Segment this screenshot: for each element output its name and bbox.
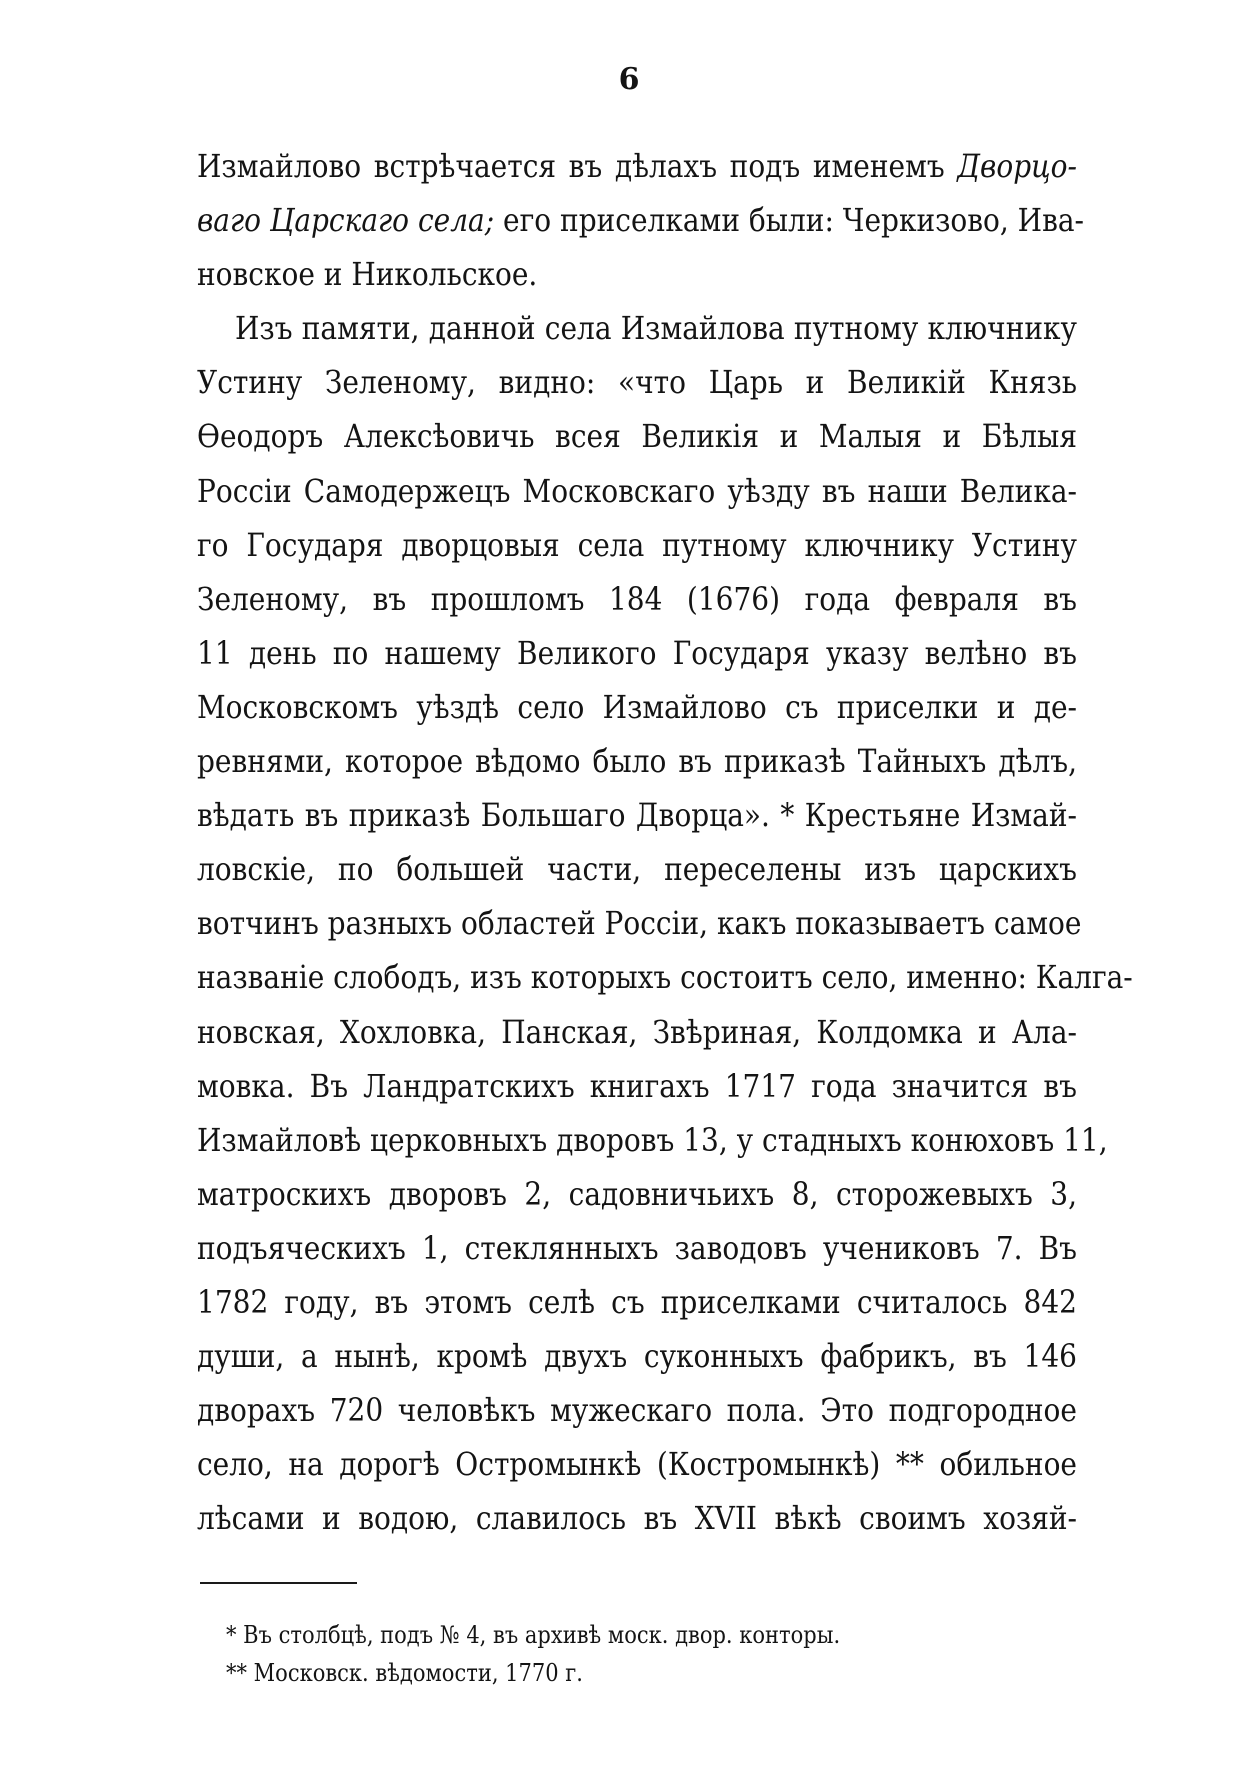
page-number: 6 <box>618 62 641 97</box>
text-line: го Государя дворцовыя села путному ключнику Устину <box>197 526 1077 564</box>
footnote: ** Московск. вѣдомости, 1770 г. <box>226 1659 583 1687</box>
footnote-divider <box>200 1582 357 1584</box>
body-text <box>197 140 1133 1546</box>
text-line: Измайловѣ церковныхъ дворовъ 13, у стадныхъ конюховъ 11, <box>197 1121 1108 1159</box>
text-line: Ѳеодоръ Алексѣовичь всея Великія и Малыя и Бѣлыя <box>197 418 1077 456</box>
text-line: Изъ памяти, данной села Измайлова путному ключнику <box>235 310 1077 348</box>
text-line: ваго Царскаго села; его приселками были: Черкизово, Ива- <box>197 202 1084 240</box>
text-line: новская, Хохловка, Панская, Звѣриная, Колдомка и Ала- <box>197 1013 1077 1051</box>
text-line: вотчинъ разныхъ областей Россіи, какъ показываетъ самое <box>197 905 1082 943</box>
text-line: новское и Никольское. <box>197 256 538 294</box>
text-line: лѣсами и водою, славилось въ XVII вѣкѣ своимъ хозяй- <box>197 1500 1077 1538</box>
footnote: * Въ столбцѣ, подъ № 4, въ архивѣ моск. двор. конторы. <box>226 1621 841 1649</box>
text-line: Устину Зеленому, видно: «что Царь и Великій Князь <box>197 364 1077 402</box>
text-line: мовка. Въ Ландратскихъ книгахъ 1717 года значится въ <box>197 1067 1077 1105</box>
text-line: дворахъ 720 человѣкъ мужескаго пола. Это подгородное <box>197 1392 1077 1430</box>
text-line: село, на дорогѣ Остромынкѣ (Костромынкѣ) ** обильное <box>197 1446 1077 1484</box>
text-line: Московскомъ уѣздѣ село Измайлово съ приселки и де- <box>197 688 1077 726</box>
text-line: ревнями, которое вѣдомо было въ приказѣ Тайныхъ дѣлъ, <box>197 742 1077 780</box>
text-line: названіе слободъ, изъ которыхъ состоитъ село, именно: Калга- <box>197 959 1133 997</box>
text-line: Зеленому, въ прошломъ 184 (1676) года февраля въ <box>197 580 1077 618</box>
text-line: матроскихъ дворовъ 2, садовничьихъ 8, сторожевыхъ 3, <box>197 1175 1077 1213</box>
text-line: души, а нынѣ, кромѣ двухъ суконныхъ фабрикъ, въ 146 <box>197 1338 1077 1375</box>
text-line: 1782 году, въ этомъ селѣ съ приселками считалось 842 <box>197 1283 1077 1321</box>
text-line: вѣдать въ приказѣ Большаго Дворца». * Крестьяне Измай- <box>197 797 1077 835</box>
text-line: Россіи Самодержецъ Московскаго уѣзду въ наши Велика- <box>197 472 1077 510</box>
footnotes <box>226 1616 1046 1692</box>
text-line: 11 день по нашему Великого Государя указу велѣно въ <box>197 634 1077 672</box>
text-line: Измайлово встрѣчается въ дѣлахъ подъ именемъ Дворцо- <box>197 147 1077 185</box>
text-line: подъяческихъ 1, стеклянныхъ заводовъ учениковъ 7. Въ <box>197 1229 1077 1267</box>
text-line: ловскіе, по большей части, переселены изъ царскихъ <box>197 851 1077 889</box>
